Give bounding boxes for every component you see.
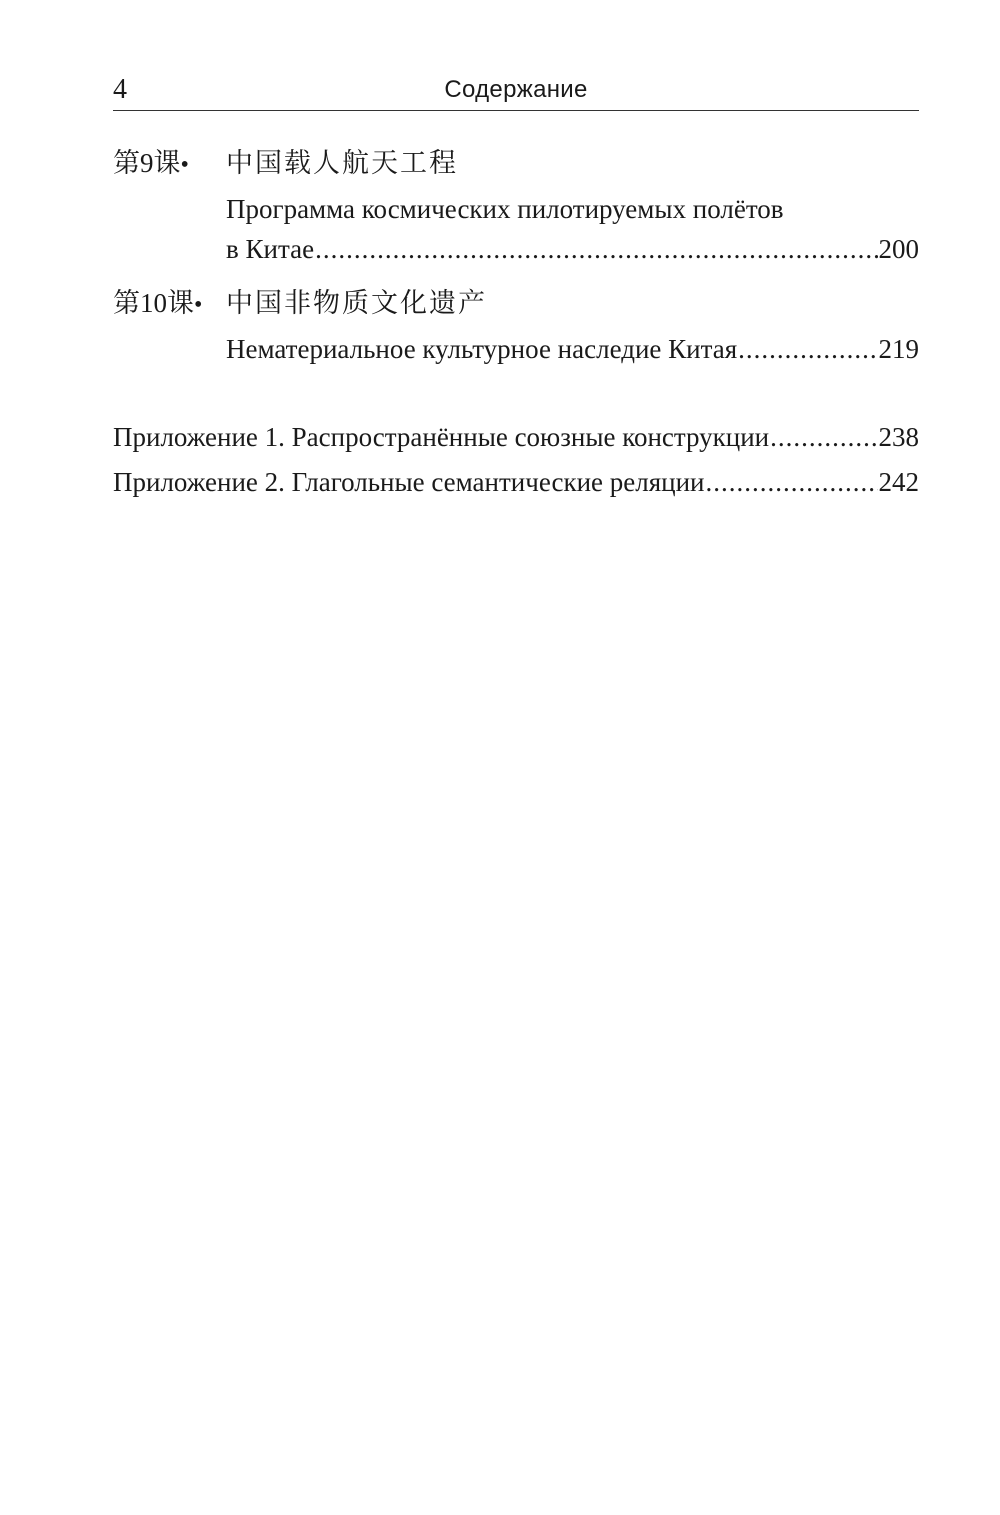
dot-leader [705, 460, 877, 505]
page-ref: 242 [878, 467, 919, 497]
lesson-title-russian: Программа космических пилотируемых полётов [226, 194, 784, 224]
lesson-heading [113, 137, 919, 189]
dot-leader [738, 329, 877, 369]
appendix-title: Приложение 1. Распространённые союзные конструкции [113, 422, 770, 452]
table-of-contents [113, 137, 919, 505]
lesson-title-chinese: 中国载人航天工程 [226, 148, 458, 179]
running-header [113, 72, 919, 111]
page-number: 4 [113, 74, 127, 105]
page-ref: 200 [878, 234, 919, 264]
dot-leader [315, 229, 877, 269]
lesson-title-russian-cont: в Китае [226, 234, 315, 264]
toc-leader-line [226, 229, 919, 269]
toc-leader-line [226, 329, 919, 369]
header-title: Содержание [444, 76, 588, 103]
lesson-label: 第9课• [113, 148, 189, 178]
page-ref: 219 [878, 334, 919, 364]
lesson-title-chinese: 中国非物质文化遗产 [226, 288, 487, 319]
dot-leader [770, 415, 877, 460]
lesson-heading [113, 277, 919, 329]
toc-entry-appendix-2[interactable] [113, 460, 919, 505]
toc-entry-appendix-1[interactable] [113, 415, 919, 460]
toc-entry-lesson-10[interactable] [113, 277, 919, 369]
toc-entry-lesson-9[interactable] [113, 137, 919, 269]
appendix-list [113, 415, 919, 505]
lesson-label: 第10课• [113, 288, 203, 318]
bullet-icon: • [180, 152, 189, 178]
appendix-title: Приложение 2. Глагольные семантические реляции [113, 467, 705, 497]
lesson-title-russian: Нематериальное культурное наследие Китая [226, 334, 738, 364]
bullet-icon: • [194, 292, 203, 318]
page-ref: 238 [878, 422, 919, 452]
